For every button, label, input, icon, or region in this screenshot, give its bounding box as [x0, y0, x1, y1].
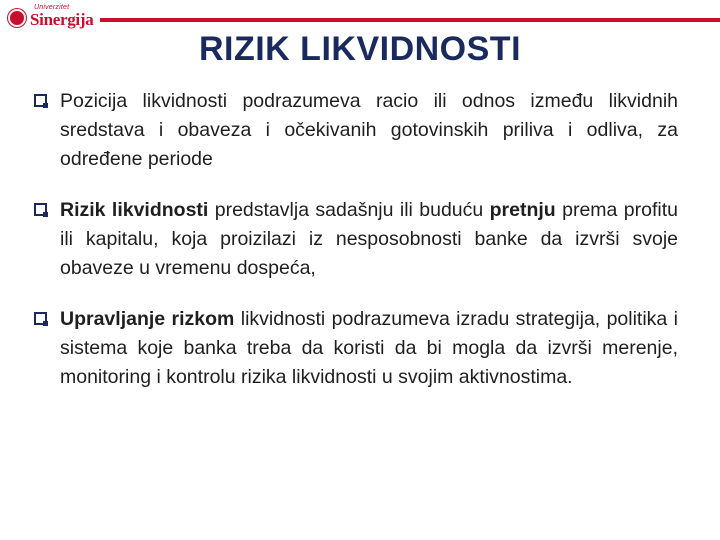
checkbox-bullet-icon [34, 203, 47, 216]
bullet-item [34, 87, 678, 174]
bullet-text: predstavlja sadašnju ili buduću [208, 199, 490, 221]
bullet-list [34, 87, 678, 414]
bullet-text: prema profitu ili kapitalu, koja proizilazi iz nesposobnosti banke da izvrši svoje obaveze u vremenu dospeća, [60, 199, 678, 279]
slide-title: RIZIK LIKVIDNOSTI [198, 30, 522, 68]
bullet-item [34, 196, 678, 283]
bullet-term: Rizik likvidnosti [60, 199, 209, 221]
bullet-term: pretnju [489, 199, 556, 221]
bullet-term: Upravljanje rizkom [60, 308, 235, 330]
logo-top-text: Univerzitet [34, 4, 70, 11]
bullet-item [34, 305, 678, 392]
logo-emblem-icon [8, 9, 26, 27]
logo-name: Sinergija [30, 10, 94, 29]
bullet-text: Pozicija likvidnosti podrazumeva racio ili odnos između likvidnih sredstava i obaveza i očekivanih gotovinskih priliva i odliva, za određene periode [60, 90, 678, 170]
slide-header [0, 0, 720, 34]
checkbox-bullet-icon [34, 312, 47, 325]
header-divider [100, 18, 720, 22]
bullet-text: likvidnosti podrazumeva izradu strategija, politika i sistema koje banka treba da koristi da bi mogla da izvrši merenje, monitoring i kontrolu rizika likvidnosti u svojim aktivnostima. [60, 308, 678, 388]
checkbox-bullet-icon [34, 94, 47, 107]
university-logo [8, 4, 94, 30]
